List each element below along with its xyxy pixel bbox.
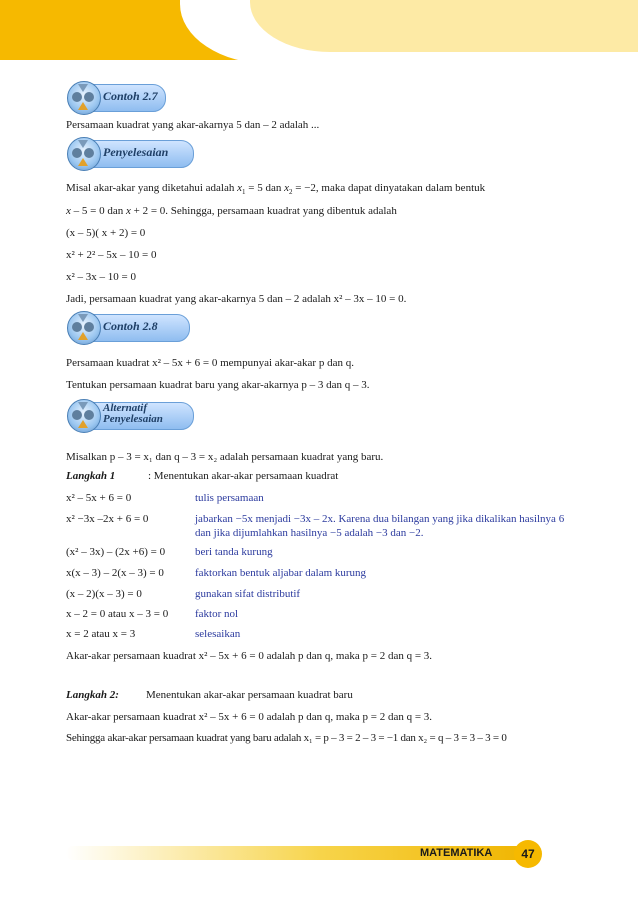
math-ops-icon	[67, 311, 101, 345]
text: Langkah 1	[66, 470, 116, 482]
step-hint-6: faktor nol	[195, 608, 239, 620]
langkah1-conclusion: Akar-akar persamaan kuadrat x² – 5x + 6 = 0 adalah p dan q, maka p = 2 dan q = 3.	[66, 650, 433, 662]
step-eq-5: (x – 2)(x – 3) = 0	[66, 588, 142, 600]
example1-line5: x² – 3x – 10 = 0	[66, 271, 137, 283]
contoh-badge-2-8	[68, 314, 190, 342]
alternatif-label	[103, 403, 163, 425]
text: Penyelesaian	[103, 413, 163, 425]
example2-question1: Persamaan kuadrat x² – 5x + 6 = 0 mempunyai akar-akar p dan q.	[66, 357, 354, 369]
math-ops-icon	[67, 399, 101, 433]
step-hint-7: selesaikan	[195, 628, 241, 640]
alternatif-penyelesaian-badge	[68, 402, 194, 430]
langkah2-line2: Sehingga akar-akar persamaan kuadrat yang baru adalah x₁ = p – 3 = 2 – 3 = −1 dan x₂ = q – 3 = 3 – 3 = 0	[66, 732, 507, 744]
text: + 2 = 0. Sehingga, persamaan kuadrat yang dibentuk adalah	[130, 205, 397, 217]
text: = −2, maka dapat dinyatakan dalam bentuk	[292, 182, 486, 194]
math-ops-icon	[67, 81, 101, 115]
contoh-label: Contoh 2.8	[103, 319, 158, 333]
langkah2-line1: Akar-akar persamaan kuadrat x² – 5x + 6 = 0 adalah p dan q, maka p = 2 dan q = 3.	[66, 711, 433, 723]
step-eq-2: x² −3x –2x + 6 = 0	[66, 513, 149, 525]
step-eq-7: x = 2 atau x = 3	[66, 628, 136, 640]
langkah1-heading	[66, 469, 339, 483]
text: – 5 = 0 dan	[70, 205, 126, 217]
step-hint-4: faktorkan bentuk aljabar dalam kurung	[195, 567, 367, 579]
penyelesaian-label: Penyelesaian	[103, 145, 169, 159]
text: : Menentukan akar-akar persamaan kuadrat	[148, 470, 339, 482]
example1-line2: x – 5 = 0 dan x + 2 = 0. Sehingga, persamaan kuadrat yang dibentuk adalah	[66, 205, 397, 217]
contoh-label: Contoh 2.7	[103, 89, 158, 103]
step-hint-2: jabarkan −5x menjadi −3x – 2x. Karena dua bilangan yang jika dikalikan hasilnya 6 dan jika dijumlahkan hasilnya −5 adalah −3 dan −2.	[195, 513, 565, 539]
step-eq-3: (x² – 3x) – (2x +6) = 0	[66, 546, 166, 558]
step-eq-1: x² – 5x + 6 = 0	[66, 492, 132, 504]
penyelesaian-badge	[68, 140, 194, 168]
example1-line1: Misal akar-akar yang diketahui adalah $x_1 = 5$ dan $x_2 = -2$, maka dapat dinyatakan dalam bentuk	[66, 182, 486, 197]
solution-intro: Misalkan p – 3 = x₁ dan q – 3 = x₂ adalah persamaan kuadrat yang baru.	[66, 451, 384, 463]
footer-subject: MATEMATIKA	[420, 847, 493, 859]
langkah2-heading: Langkah 2: Menentukan akar-akar persamaan kuadrat baru	[66, 689, 353, 701]
text: Misal akar-akar yang diketahui adalah	[66, 182, 238, 194]
step-eq-4: x(x – 3) – 2(x – 3) = 0	[66, 567, 164, 579]
example1-question: Persamaan kuadrat yang akar-akarnya 5 dan – 2 adalah ...	[66, 119, 320, 131]
step-eq-6: x – 2 = 0 atau x – 3 = 0	[66, 608, 169, 620]
example1-line3: (x – 5)( x + 2) = 0	[66, 227, 146, 239]
step-hint-5: gunakan sifat distributif	[195, 588, 301, 600]
text: = 5 dan	[245, 182, 285, 194]
text: Alternatif	[103, 402, 148, 414]
example1-line4: x² + 2² – 5x – 10 = 0	[66, 249, 157, 261]
step-hint-3: beri tanda kurung	[195, 546, 273, 558]
step-hint-1: tulis persamaan	[195, 492, 264, 504]
text: Langkah 2	[66, 689, 116, 701]
contoh-badge-2-7	[68, 84, 166, 112]
math-ops-icon	[67, 137, 101, 171]
top-banner-highlight	[250, 0, 638, 52]
example2-question2: Tentukan persamaan kuadrat baru yang akar-akarnya p – 3 dan q – 3.	[66, 379, 370, 391]
example1-conclusion: Jadi, persamaan kuadrat yang akar-akarnya 5 dan – 2 adalah x² – 3x – 10 = 0.	[66, 293, 407, 305]
text: Menentukan akar-akar persamaan kuadrat baru	[146, 689, 353, 701]
page-number: 47	[514, 840, 542, 868]
